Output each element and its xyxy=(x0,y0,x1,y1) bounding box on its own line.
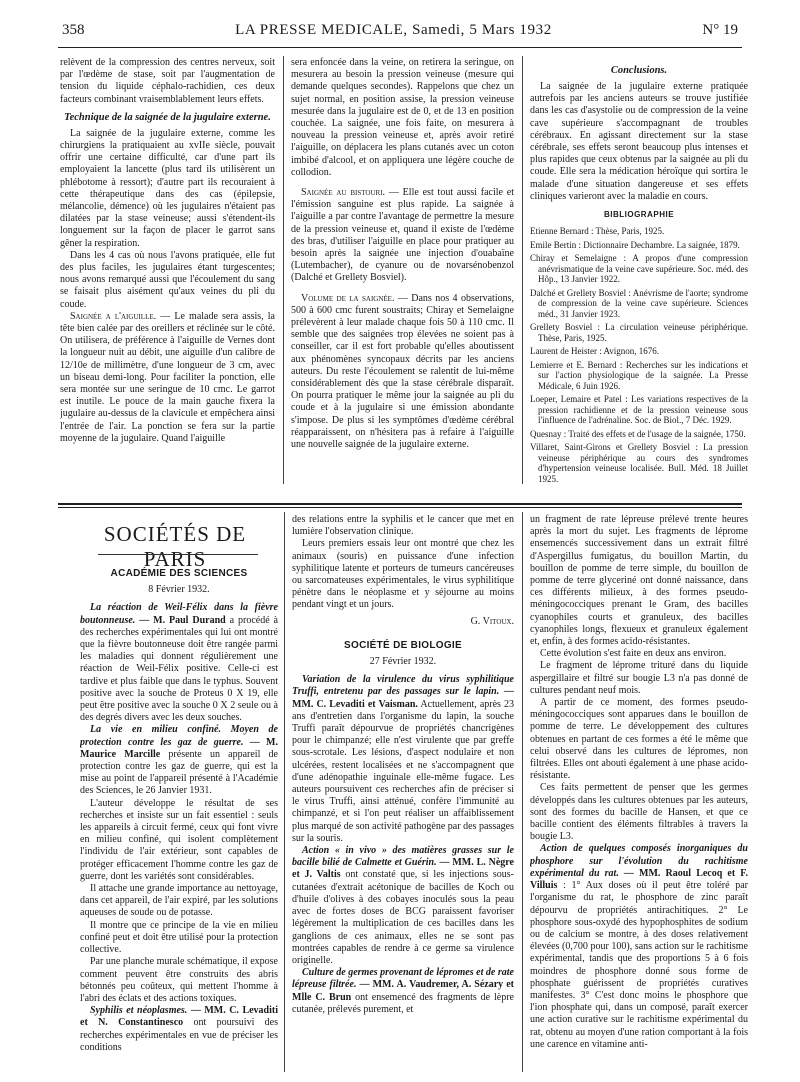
article-author: — M. Paul Durand xyxy=(135,614,226,626)
paragraph xyxy=(80,1005,278,1054)
paragraph: un fragment de rate lépreuse prélevé trente heures après la mort du sujet. Les fragments de léprome ensemencés successivement dans un extrait filtré d'Aspergillus fumigatus, du bouillon Martin, du bouillon de pomme de terre simple, du bouillon de pomme de terre glyceriné ont donné naissance, dans ces différents milieux, à des formes pseudo-méningococciques prenant le Gram, des bacilles cyanophiles courts et granuleux, des bacilles cyanophiles longs, flexueux et granuleux également et, enfin, à des formes acido-résistantes. xyxy=(530,514,748,648)
column-divider xyxy=(284,512,285,1072)
paragraph xyxy=(292,845,514,967)
bottom-column-1 xyxy=(80,562,278,1072)
paragraph: relèvent de la compression des centres nerveux, soit par l'œdème de stase, soit par l'augmentation de tension du liquide céphalo-rachidien, ces deux facteurs combinant vraisemblablement leurs effets. xyxy=(60,57,275,105)
paragraph: Il attache une grande importance au nettoyage, dans cet appareil, de l'air expiré, par les solutions aqueuses de soude ou de potasse. xyxy=(80,883,278,919)
paragraph: Leurs premiers essais leur ont montré que chez les animaux (souris) en puissance d'une infection syphilitique latente et porteurs de tumeurs cancéreuses ou sarcomateuses expérimentales, le virus syphilitique pénètre dans le néoplasme et y séjourne au moins pendant vingt et un jours. xyxy=(292,538,514,611)
paragraph: La saignée de la jugulaire externe, comme les chirurgiens la pratiquaient au xvIIe siècle, pouvait offrir une certaine difficulté, car d'une part ils employaient la lancette (plus tard ils utilisèrent un phlébotome à ressort); d'autre part ils recouraient à cette thérapeutique dans des cas (épilepsie, mélancolie, démence) où les jugulaires n'étaient pas dilatées par la stase veineuse; aussi s'étendent-ils longuement sur la façon de placer le garrot sans gêner la respiration. xyxy=(60,127,275,249)
article-author: — MM. C. Levaditi et N. Constantinesco xyxy=(80,1005,278,1029)
author-signature: G. Vitoux. xyxy=(470,615,514,627)
article-title: La vie en milieu confiné. Moyen de protection contre les gaz de guerre. xyxy=(80,724,278,748)
paragraph xyxy=(292,674,514,845)
run-in-heading: Saignée au bistouri. xyxy=(301,187,386,199)
article-author: — MM. C. Levaditi et Vaisman. xyxy=(292,686,514,710)
top-column-2 xyxy=(291,57,514,502)
paragraph xyxy=(530,843,748,1050)
page-number: 358 xyxy=(62,22,85,38)
column-divider xyxy=(522,512,523,1072)
paragraph: des relations entre la syphilis et le cancer que met en lumière l'observation clinique. xyxy=(292,514,514,538)
bibliography-entry: Lemierre et E. Bernard : Recherches sur les indications et sur l'action physiologique de la saignée. La Presse Médicale, 6 Juin 1926. xyxy=(530,359,748,391)
issue-number: N° 19 xyxy=(702,22,738,38)
section-separator-thin xyxy=(58,507,742,508)
paragraph: Par une planche murale schématique, il expose comment peuvent être construits des abris bétonnés peu coûteux, qui mettent l'homme à l'abri des éclats et des actions toxiques. xyxy=(80,956,278,1004)
paragraph xyxy=(292,967,514,1016)
paragraph-text: — Dans nos 4 observations, 500 à 600 cmc furent soustraits; Chiray et Semelaigne prélevèrent à leur malade chaque fois 50 à 110 cmc. Il semble que des saignées trop élevées ne soient pas à conseiller, car il est fort probable qu'elles aboutissent aux phénomènes syncopaux décrits par les anciens auteurs. Du reste l'écoulement se ralentit de lui-même considérablement dès que la stase cérébrale disparaît. On pourra pratiquer le même jour la saignée au pli du coude et à la jugulaire si une émission abondante s'impose. De plus si les symptômes d'œdème cérébral réapparaissent, on n'hésitera pas à refaire à l'aiguille une nouvelle saignée de la jugulaire externe. xyxy=(291,292,514,451)
paragraph: Il montre que ce principe de la vie en milieu confiné peut et doit être utilisé pour la protection collective. xyxy=(80,919,278,956)
article-title: Syphilis et néoplasmes. xyxy=(90,1005,188,1017)
top-column-1 xyxy=(60,57,275,502)
paragraph xyxy=(291,187,514,285)
paragraph: Dans les 4 cas où nous l'avons pratiquée, elle fut des plus faciles, les jugulaires étant turgescentes; nous avons remarqué aussi que l'écoulement du sang se faisait plus aisément qu'aux veines du pli du coude. xyxy=(60,249,275,310)
paragraph-text: a procédé à des recherches expérimentales qui lui ont montré que la fièvre boutonneuse doit être rangée parmi les maladies qui donnent régulièrement une réaction de Weil-Félix positive. Celle-ci est tardive et plus faible que dans le typhus. Souvent positive avec la souche de Proteus 0 X 19, elle peut être positive avec la souche 0 X 2 seule ou à des degrés divers avec les deux souches. xyxy=(80,614,278,724)
paragraph-text: présente un appareil de protection contre les gaz de guerre, qui est la mise au point de l'appareil présenté à l'Académie des Sciences, le 26 Janvier 1931. xyxy=(80,748,278,797)
paragraph-text: — Le malade sera assis, la tête bien calée par des oreillers et réclinée sur le côté. On utilisera, de préférence à l'aiguille de Vernes dont la longueur nuit au débit, une aiguille d'un calibre de 12/10e de millimètre, d'une longueur de 3 cm, avec un biseau demi-long. Pour faciliter la ponction, elle sera montée sur une seringue de 10 cmc. Le garrot est inutile. Le pouce de la main gauche fixera la jugulaire au-dessus de la clavicule et empêchera ainsi l'entrée de l'air. La ponction se fera sur la partie moyenne de la jugulaire. Quand l'aiguille xyxy=(60,310,275,444)
top-column-3 xyxy=(530,57,748,502)
paragraph: A partir de ce moment, des formes pseudo-méningococciques sont apparues dans le bouillon de pomme de terre. Le développement des cultures obtenues en partant de ces formes a été le même que celui observé dans les cultures de lépromes, non filtrées. Elles ont abouti également à une phase acido-résistante. xyxy=(530,697,748,782)
title-rule xyxy=(98,554,258,555)
header-rule xyxy=(58,47,742,48)
bibliography-entry: Emile Bertin : Dictionnaire Dechambre. La saignée, 1879. xyxy=(530,239,740,250)
bibliography-entry: Laurent de Heister : Avignon, 1676. xyxy=(530,346,660,357)
paragraph xyxy=(60,311,275,445)
bibliography-heading: BIBLIOGRAPHIE xyxy=(603,210,675,220)
bottom-column-3 xyxy=(530,514,748,1072)
article-title: Action « in vivo » des matières grasses sur le bacille bilié de Calmette et Guérin. xyxy=(292,845,514,869)
paragraph xyxy=(80,602,278,724)
paragraph: La saignée de la jugulaire externe pratiquée autrefois par les anciens auteurs se trouve justifiée dans les cas d'asystolie ou de compression de la veine cave supérieure s'accompagnant de troubles cérébraux. En agissant directement sur la stase cérébrale, ses effets seront beaucoup plus intenses et plus rapides que ceux obtenus par la saignée au pli du coude. Elle sera la médication héroïque qui sortira le malade d'une situation dangereuse et ses effets cliniques varieront avec la maladie en cours. xyxy=(530,81,748,202)
bibliography-entry: Grellety Bosviel : La circulation veineuse périphérique. Thèse, Paris, 1925. xyxy=(530,322,748,343)
article-title: Action de quelques composés inorganiques du phosphore sur l'évolution du rachitisme expérimental du rat. xyxy=(530,843,748,879)
paragraph-text: — Elle est tout aussi facile et l'émission sanguine est plus rapide. La saignée à l'aiguille a par contre l'avantage de permettre la mesure de la pression veineuse et, quand il existe de l'œdème des bras, d'utiliser l'aiguille en place pour pratiquer au besoin après la saignée une injection d'ouabaïne (Lutembacher), de cyanure ou de novarsénobenzol (Dalché et Grellety Bosviel). xyxy=(291,187,514,284)
bibliography-entry: Etienne Bernard : Thèse, Paris, 1925. xyxy=(530,226,665,237)
paragraph-text: Actuellement, après 23 ans d'entretien dans l'organisme du lapin, la souche Truffi paraît dépourvue de propriétés chancrigènes pour le chimpanzé; elle n'est virulente que par greffe sous-scrotale. Les lésions, d'aspect nodulaire et non ulcérées, restent localisées et ne s'accompagnent que d'une adénopathie inguinale elle-même fugace. Les auteurs poursuivent ces recherches afin de préciser si le virus Truffi, ainsi atténué, confère l'immunité au chimpanzé, et si l'on peut réaliser un affaiblissement plus marqué de son activité pathogène par des passages sur la souris. xyxy=(292,698,514,844)
article-title: Culture de germes provenant de lépromes et de rate lépreuse filtrée. xyxy=(292,967,514,991)
section-heading: Conclusions. xyxy=(610,65,668,76)
societies-title: SOCIÉTÉS DE PARIS xyxy=(103,522,247,571)
article-title: La réaction de Weil-Félix dans la fièvre boutonneuse. xyxy=(80,602,278,626)
run-in-heading: Saignée a l'aiguille. xyxy=(70,310,157,322)
society-heading: SOCIÉTÉ DE BIOLOGIE xyxy=(344,639,462,651)
article-title: Variation de la virulence du virus syphilitique Truffi, entretenu par des passages sur le lapin. xyxy=(292,674,514,698)
bibliography-entry: Chiray et Semelaigne : A propos d'une compression anévrismatique de la veine cave supérieure. Soc. méd. des Hôp., 13 Janvier 1922. xyxy=(530,253,748,285)
paragraph-text: ont ensemencé des fragments de lèpre cutanée, prélevés purement, et xyxy=(292,991,514,1015)
section-heading: Technique de la saignée de la jugulaire externe. xyxy=(64,111,271,123)
society-heading: ACADÉMIE DES SCIENCES xyxy=(110,568,248,579)
bottom-column-2 xyxy=(292,514,514,1072)
paragraph-text: ont poursuivi des recherches expérimentales en vue de préciser les conditions xyxy=(80,1017,278,1053)
article-author: — MM. A. Vaudremer, A. Sézary et Mlle C. Brun xyxy=(292,979,514,1003)
paragraph: sera enfoncée dans la veine, on retirera la seringue, on mesurera au besoin la pression veineuse (mesure qui demande quelques secondes). Rappelons que chez un sujet normal, en position assise, la pression veineuse mesurée dans la jugulaire est de 0, et de 13 en position couchée. La saignée, une fois faite, on mesurera à nouveau la pression veineuse et, après avoir retiré l'aiguille, on déplacera les plans cutanés avec un coton imbibé d'alcool, et on appliquera une légère couche de collodion. xyxy=(291,57,514,178)
session-date: 8 Février 1932. xyxy=(148,584,210,596)
article-author: — M. Maurice Marcille xyxy=(80,736,278,760)
paragraph: Le fragment de léprome trituré dans du liquide aspergillaire et filtré sur bougie L3 n'a pas donné de cultures pendant neuf mois. xyxy=(530,660,748,696)
paragraph xyxy=(291,293,514,452)
paragraph: Cette évolution s'est faite en deux ans environ. xyxy=(540,648,727,660)
paragraph-text: ont constaté que, si les injections sous-cutanées d'extrait acétonique de bacilles de Koch ou d'huile d'olives à des cobayes inoculés sous la peau avec de fortes doses de BCG paraissent favoriser légèrement la multiplication de ces bacilles dans les ganglions de ces animaux, elles ne se sont pas montrées capables de rendre à ce germe sa virulence originelle. xyxy=(292,869,514,966)
bibliography-entry: Dalché et Grellety Bosviel : Anévrisme de l'aorte; syndrome de compression de la veine cave supérieure. Sciences méd., 31 Janvier 1923. xyxy=(530,287,748,319)
paragraph: Ces faits permettent de penser que les germes développés dans les cultures obtenues par les auteurs, sont des formes du bacille de Hansen, et que ce bacille contient des éléments filtrables à travers la bougie L3. xyxy=(530,782,748,843)
session-date: 27 Février 1932. xyxy=(369,656,437,668)
article-author: — MM. L. Nègre et J. Valtis xyxy=(292,857,514,881)
journal-title: LA PRESSE MEDICALE, Samedi, 5 Mars 1932 xyxy=(235,22,552,38)
column-divider xyxy=(522,56,523,484)
page-header xyxy=(62,22,738,46)
paragraph xyxy=(80,724,278,797)
bibliography-entry: Loeper, Lemaire et Patel : Les variations respectives de la pression rachidienne et de la pression veineuse sous l'influence de l'adrénaline. Soc. de Biol., 7 Déc. 1929. xyxy=(530,394,748,426)
paragraph: L'auteur développe le résultat de ses recherches et insiste sur un fait essentiel : seuls les appareils à circuit fermé, ceux qui font vivre en milieu confiné, qui isolent complètement l'individu de l'air extérieur, sont capables de protéger efficacement l'homme contre les gaz de guerre, dont les variétés sont considérables. xyxy=(80,797,278,882)
bibliography-entry: Villaret, Saint-Girons et Grellety Bosviel : La pression veineuse périphérique au cours des syndromes d'hypertension veineuse localisée. Bull. Méd. 18 Juillet 1925. xyxy=(530,442,748,484)
article-author: — MM. Raoul Lecoq et F. Villuis xyxy=(530,867,748,892)
run-in-heading: Volume de la saignée. xyxy=(301,292,395,304)
section-separator xyxy=(58,503,742,505)
paragraph-text: : 1° Aux doses où il peut être toléré par l'organisme du rat, le phosphore de zinc paraît dépourvu de propriétés antirachitiques. 2° Le phosphore sous-oxydé des hypophosphites de sodium ou de calcium se montre, à des doses relativement élevées (0,700 pour 100), sans action sur le rachitisme expérimental, tandis que des proportions 5 à 6 fois moindres de phosphore donné sous forme de phosphate guérissent de propriétés curatives manifestes. 3° C'est donc moins le phosphore que l'ion phosphate qui, dans un composé, paraît exercer une action curative sur le rachitisme expérimental du rat, obtenu au moyen d'une ration comportant à la fois une carence en vitamine anti- xyxy=(530,880,748,1050)
bibliography-entry: Quesnay : Traité des effets et de l'usage de la saignée, 1750. xyxy=(530,428,746,439)
column-divider xyxy=(283,56,284,484)
